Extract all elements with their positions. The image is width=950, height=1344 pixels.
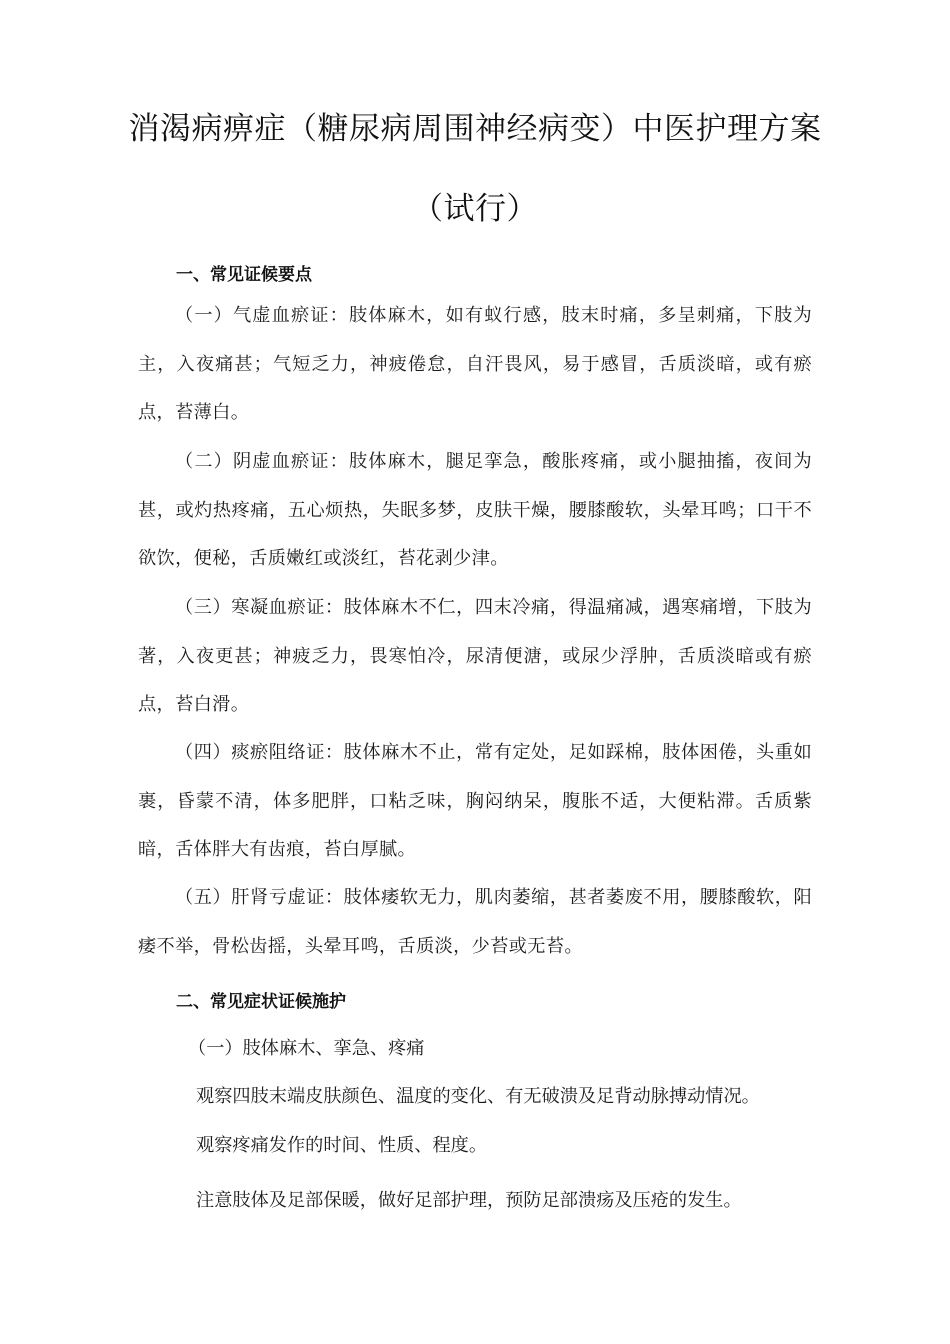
paragraph-phlegm-stasis: （四）痰瘀阻络证：肢体麻木不止，常有定处，足如踩棉，肢体困倦，头重如裹，昏蒙不清，体多肥胖，口粘乏味，胸闷纳呆，腹胀不适，大便粘滞。舌质紫暗，舌体胖大有齿痕，苔白厚腻。 bbox=[138, 742, 812, 860]
section-heading-1: 一、常见证候要点 bbox=[176, 265, 312, 285]
paragraph-qi-deficiency: （一）气虚血瘀证：肢体麻木，如有蚁行感，肢末时痛，多呈刺痛，下肢为主，入夜痛甚；气短乏力，神疲倦怠，自汗畏风，易于感冒，舌质淡暗，或有瘀点，苔薄白。 bbox=[138, 305, 812, 423]
care-item-observe-pain: 观察疼痛发作的时间、性质、程度。 bbox=[196, 1135, 488, 1156]
section-heading-2: 二、常见症状证候施护 bbox=[176, 992, 346, 1012]
document-title: 消渴病痹症（糖尿病周围神经病变）中医护理方案 bbox=[128, 111, 822, 147]
care-item-keep-warm: 注意肢体及足部保暖，做好足部护理，预防足部溃疡及压疮的发生。 bbox=[196, 1190, 742, 1211]
subsection-heading: （一）肢体麻木、挛急、疼痛 bbox=[188, 1038, 425, 1059]
document-subtitle: （试行） bbox=[412, 191, 538, 227]
paragraph-yin-deficiency: （二）阴虚血瘀证：肢体麻木，腿足挛急，酸胀疼痛，或小腿抽搐，夜间为甚，或灼热疼痛，五心烦热，失眠多梦，皮肤干燥，腰膝酸软，头晕耳鸣；口干不欲饮，便秘，舌质嫩红或淡红，苔花剥少津。 bbox=[138, 451, 812, 569]
care-item-observe-skin: 观察四肢末端皮肤颜色、温度的变化、有无破溃及足背动脉搏动情况。 bbox=[196, 1086, 760, 1107]
paragraph-cold-stasis: （三）寒凝血瘀证：肢体麻木不仁，四末冷痛，得温痛减，遇寒痛增，下肢为著，入夜更甚；神疲乏力，畏寒怕冷，尿清便溏，或尿少浮肿，舌质淡暗或有瘀点，苔白滑。 bbox=[138, 597, 812, 715]
paragraph-liver-kidney: （五）肝肾亏虚证：肢体痿软无力，肌肉萎缩，甚者萎废不用，腰膝酸软，阳痿不举，骨松齿摇，头晕耳鸣，舌质淡，少苔或无苔。 bbox=[138, 887, 812, 957]
